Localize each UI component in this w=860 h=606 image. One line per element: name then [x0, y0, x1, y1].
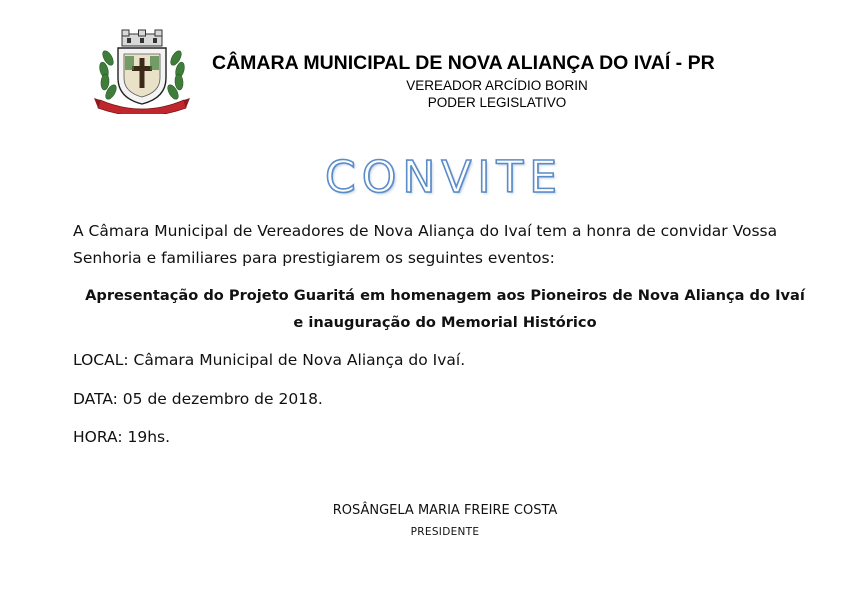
invitation-heading: CONVITE — [324, 152, 564, 203]
event-location: LOCAL: Câmara Municipal de Nova Aliança do Ivaí. — [73, 351, 466, 369]
signatory-role: PRESIDENTE — [410, 526, 480, 538]
event-title-line-2: e inauguração do Memorial Histórico — [293, 314, 597, 331]
event-time: HORA: 19hs. — [73, 428, 171, 446]
header-title: CÂMARA MUNICIPAL DE NOVA ALIANÇA DO IVAÍ - PR — [212, 52, 715, 74]
event-date: DATA: 05 de dezembro de 2018. — [73, 390, 323, 408]
event-title-line-1: Apresentação do Projeto Guaritá em homenagem aos Pioneiros de Nova Aliança do Ivaí — [85, 287, 805, 304]
intro-paragraph-line-1: A Câmara Municipal de Vereadores de Nova Aliança do Ivaí tem a honra de convidar Vossa — [73, 222, 778, 240]
intro-paragraph-line-2: Senhoria e familiares para prestigiarem os seguintes eventos: — [73, 249, 555, 267]
signatory-name: ROSÂNGELA MARIA FREIRE COSTA — [332, 503, 558, 518]
header-subtitle-branch: PODER LEGISLATIVO — [427, 95, 567, 110]
coat-of-arms-icon — [94, 28, 190, 114]
header-subtitle-councilor: VEREADOR ARCÍDIO BORIN — [406, 78, 588, 93]
